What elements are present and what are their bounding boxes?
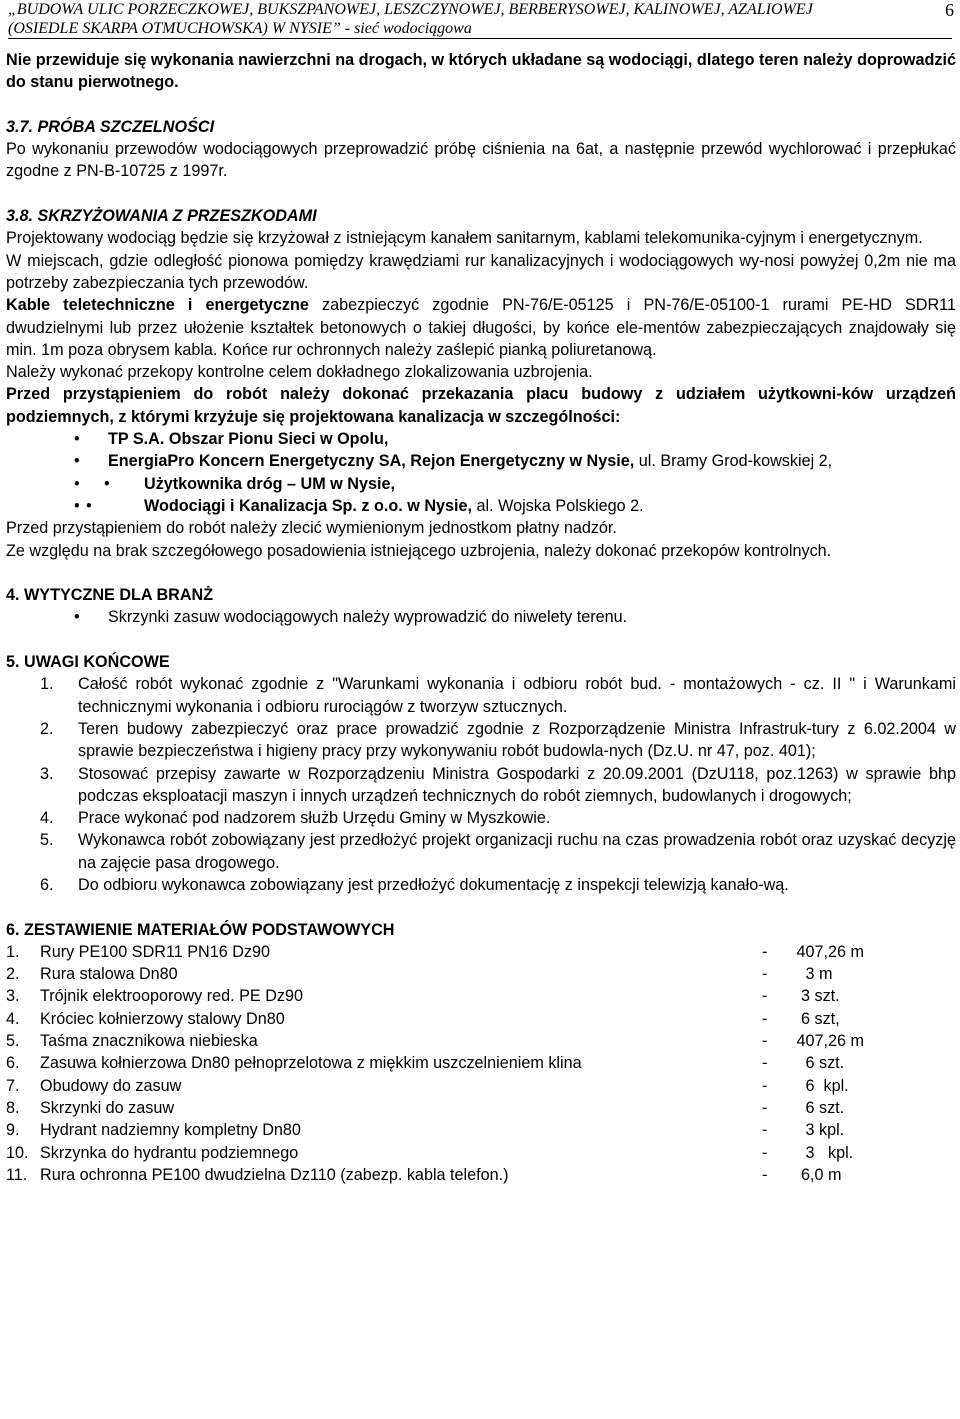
item-number: 1. <box>40 675 54 694</box>
section-4-list <box>6 606 956 628</box>
material-number: 6. <box>6 1054 20 1073</box>
material-quantity: 407,26 m <box>792 1032 864 1051</box>
material-quantity: 6,0 m <box>792 1165 842 1184</box>
table-row <box>6 1030 956 1052</box>
list-item <box>6 495 956 517</box>
material-quantity: 6 szt. <box>792 1098 845 1117</box>
owner-name: Użytkownika dróg – UM w Nysie, <box>144 474 395 493</box>
table-row <box>6 1008 956 1030</box>
owner-address: al. Wojska Polskiego 2. <box>472 496 644 515</box>
list-item <box>6 829 956 874</box>
item-number: 3. <box>40 764 54 783</box>
running-header <box>8 0 952 39</box>
material-quantity: 3 m <box>792 965 833 984</box>
spacer <box>6 629 956 651</box>
material-name: Skrzynki do zasuw <box>40 1098 175 1117</box>
material-name: Króciec kołnierzowy stalowy Dn80 <box>40 1009 285 1028</box>
spacer <box>6 562 956 584</box>
table-row <box>6 963 956 985</box>
cables-lead: Kable teletechniczne i energetyczne <box>6 296 309 315</box>
bullet-glyph: • • <box>104 474 110 493</box>
table-row <box>6 985 956 1007</box>
header-line-1: „BUDOWA ULIC PORZECZKOWEJ, BUKSZPANOWEJ, LESZCZYNOWEJ, BERBERYSOWEJ, KALINOWEJ, AZALIOWEJ <box>8 1 813 18</box>
table-row <box>6 1052 956 1074</box>
header-line-2 <box>8 19 952 38</box>
material-number: 9. <box>6 1121 20 1140</box>
spacer <box>6 183 956 205</box>
material-name: Rura ochronna PE100 dwudzielna Dz110 (zabezp. kabla telefon.) <box>40 1165 509 1184</box>
material-number: 2. <box>6 965 20 984</box>
table-row <box>6 1164 956 1186</box>
material-dash: - <box>762 1009 768 1028</box>
list-item <box>6 763 956 808</box>
section-3-8-paragraph-2: W miejscach, gdzie odległość pionowa pomiędzy krawędziami rur kanalizacyjnych i wodociągowych wy-nosi powyżej 0,2m nie ma potrzeby zabezpieczania tych przewodów. <box>6 251 956 292</box>
item-text: Do odbioru wykonawca zobowiązany jest przedłożyć dokumentację z inspekcji telewizją kanało-wą. <box>78 875 789 894</box>
item-number: 2. <box>40 719 54 738</box>
material-quantity: 6 kpl. <box>792 1076 849 1095</box>
material-dash: - <box>762 1076 768 1095</box>
material-dash: - <box>762 987 768 1006</box>
list-item <box>6 874 956 896</box>
list-item <box>6 718 956 763</box>
item-text: Prace wykonać pod nadzorem służb Urzędu Gminy w Myszkowie. <box>78 809 551 828</box>
spacer <box>6 94 956 116</box>
material-name: Zasuwa kołnierzowa Dn80 pełnoprzelotowa z miękkim uszczelnieniem klina <box>40 1054 582 1073</box>
intro-paragraph: Nie przewiduje się wykonania nawierzchni na drogach, w których układane są wodociągi, dlatego teren należy doprowadzić do stanu pierwotnego. <box>6 51 956 92</box>
material-dash: - <box>762 1054 768 1073</box>
item-text: Teren budowy zabezpieczyć oraz prace prowadzić zgodnie z Rozporządzenie Ministra Infrastruk-tury z 6.02.2004 w sprawie bezpieczeństwa i higieny pracy przy wykonywaniu robót budowla-nych (Dz.U. nr 47, poz. 401); <box>78 719 956 761</box>
list-item: • Skrzynki zasuw wodociągowych należy wyprowadzić do niwelety terenu. <box>6 606 956 628</box>
material-name: Hydrant nadziemny kompletny Dn80 <box>40 1121 301 1140</box>
material-number: 1. <box>6 942 20 961</box>
material-quantity: 407,26 m <box>792 942 864 961</box>
material-number: 8. <box>6 1098 20 1117</box>
table-row <box>6 1119 956 1141</box>
material-dash: - <box>762 1032 768 1051</box>
item-text: Stosować przepisy zawarte w Rozporządzeniu Ministra Gospodarki z 20.09.2001 (DzU118, poz.1263) w sprawie bhp podczas eksploatacji maszyn i innych urządzeń technicznych do robót ziemnych, budowlanych i drogowych; <box>78 764 956 805</box>
table-row <box>6 1075 956 1097</box>
section-4-heading: 4. WYTYCZNE DLA BRANŻ <box>6 586 214 605</box>
list-item <box>6 450 956 472</box>
owner-address: ul. Bramy Grod-kowskiej 2, <box>634 452 833 471</box>
list-item <box>6 807 956 829</box>
item-number: 5. <box>40 831 54 850</box>
material-number: 4. <box>6 1009 20 1028</box>
item-text: Całość robót wykonać zgodnie z "Warunkami wykonania i odbioru robót bud. - montażowych - cz. II " i Warunkami technicznymi wykonania i odbioru rurociągów z tworzyw sztucznych. <box>78 675 956 716</box>
table-row <box>6 941 956 963</box>
owner-name: EnergiaPro Koncern Energetyczny SA, Rejon Energetyczny w Nysie, <box>108 452 635 471</box>
material-dash: - <box>762 1165 768 1184</box>
list-item <box>6 428 956 450</box>
material-name: Rura stalowa Dn80 <box>40 965 178 984</box>
material-name: Obudowy do zasuw <box>40 1076 182 1095</box>
section-3-8-paragraph-6: Przed przystąpieniem do robót należy zlecić wymienionym jednostkom płatny nadzór. <box>6 519 617 538</box>
owner-name: Wodociągi i Kanalizacja Sp. z o.o. w Nysie, <box>144 496 473 515</box>
table-row <box>6 1097 956 1119</box>
section-3-8-paragraph-3 <box>6 294 956 361</box>
section-3-8-heading: 3.8. SKRZYŻOWANIA Z PRZESZKODAMI <box>6 207 317 226</box>
bullet-glyph: • • <box>86 496 92 515</box>
section-6-heading: 6. ZESTAWIENIE MATERIAŁÓW PODSTAWOWYCH <box>6 920 395 939</box>
spacer <box>6 896 956 918</box>
material-dash: - <box>762 1098 768 1117</box>
material-number: 5. <box>6 1032 20 1051</box>
material-dash: - <box>762 1143 768 1162</box>
item-text: Wykonawca robót zobowiązany jest przedłożyć projekt organizacji ruchu na czas prowadzenia robót oraz uzyskać decyzję na zajęcie pasa drogowego. <box>78 831 956 872</box>
material-quantity: 6 szt. <box>792 1054 845 1073</box>
final-remarks-list <box>6 673 956 896</box>
materials-table <box>6 941 956 1186</box>
section-5-heading: 5. UWAGI KOŃCOWE <box>6 653 170 672</box>
item-number: 4. <box>40 809 54 828</box>
section-3-8-paragraph-5: Przed przystąpieniem do robót należy dokonać przekazania placu budowy z udziałem użytkowni-ków urządzeń podziemnych, z którymi krzyżuje się projektowana kanalizacja w szczególności: <box>6 385 956 426</box>
material-number: 10. <box>6 1143 29 1162</box>
owner-name: TP S.A. Obszar Pionu Sieci w Opolu, <box>108 430 389 449</box>
material-number: 7. <box>6 1076 20 1095</box>
document-body <box>6 49 956 1186</box>
material-number: 3. <box>6 987 20 1006</box>
material-name: Taśma znacznikowa niebieska <box>40 1032 258 1051</box>
material-quantity: 3 szt. <box>792 987 840 1006</box>
materials-table-body <box>6 941 956 1186</box>
material-name: Rury PE100 SDR11 PN16 Dz90 <box>40 942 271 961</box>
material-quantity: 6 szt, <box>792 1009 840 1028</box>
utility-owners-list <box>6 428 956 517</box>
material-dash: - <box>762 942 768 961</box>
list-item <box>6 473 956 495</box>
material-quantity: 3 kpl. <box>792 1143 854 1162</box>
cables-text: zabezpieczyć zgodnie PN-76/E-05125 i PN-76/E-05100-1 rurami PE-HD SDR11 dwudzielnymi lub przez ułożenie kształtek betonowych o takiej długości, by końce ele-mentów zabezpieczających znajdowały się min. 1m poza obrysem kabla. Końce rur ochronnych należy zaślepić pianką poliuretanową. <box>6 296 956 359</box>
material-name: Skrzynka do hydrantu podziemnego <box>40 1143 299 1162</box>
material-dash: - <box>762 1121 768 1140</box>
section-3-7-text: Po wykonaniu przewodów wodociągowych przeprowadzić próbę ciśnienia na 6at, a następnie przewód wychlorować i przepłukać zgodne z PN-B-10725 z 1997r. <box>6 140 956 181</box>
material-name: Trójnik elektrooporowy red. PE Dz90 <box>40 987 304 1006</box>
header-project-scope: - sieć wodociągowa <box>340 20 472 37</box>
table-row <box>6 1142 956 1164</box>
material-dash: - <box>762 965 768 984</box>
page-number: 6 <box>945 0 954 20</box>
section-3-8-paragraph-1: Projektowany wodociąg będzie się krzyżował z istniejącym kanałem sanitarnym, kablami telekomunika-cyjnym i energetycznym. <box>6 229 923 248</box>
list-item <box>6 673 956 718</box>
section-3-7-heading: 3.7. PRÓBA SZCZELNOŚCI <box>6 117 215 136</box>
section-3-8-paragraph-4: Należy wykonać przekopy kontrolne celem dokładnego zlokalizowania uzbrojenia. <box>6 363 593 382</box>
section-3-8-paragraph-7: Ze względu na brak szczegółowego posadowienia istniejącego uzbrojenia, należy dokonać przekopów kontrolnych. <box>6 541 832 560</box>
material-number: 11. <box>6 1165 28 1184</box>
material-quantity: 3 kpl. <box>792 1121 845 1140</box>
item-number: 6. <box>40 875 54 894</box>
header-project-location: (OSIEDLE SKARPA OTMUCHOWSKA) W NYSIE” <box>8 20 341 37</box>
